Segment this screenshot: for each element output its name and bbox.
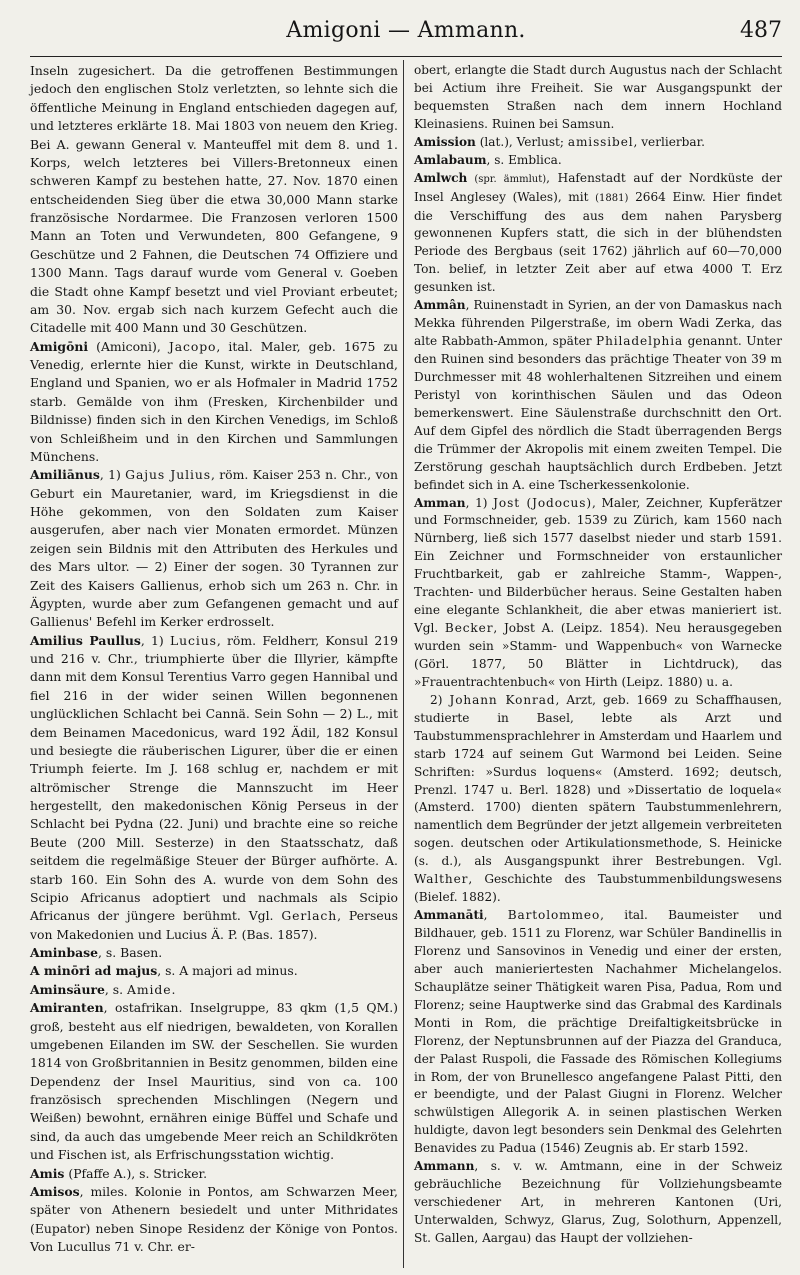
entry-text: 2664 Einw. Hier findet die Verschiffung des aus dem nahen Parysberg gewonnenen Kupfers statt, die sich in der blühendsten Periode des Bergbaus (seit 1762) jährlich auf 60—70,000 Ton. belief, in letzter Zeit aber auf etwa 4000 T. Erz gesunken ist. <box>414 189 782 295</box>
person-name: Lucius <box>169 632 217 648</box>
headword: A minōri ad majus <box>30 963 158 979</box>
entry-amilius-paullus <box>30 632 398 944</box>
entry-amisos <box>30 1183 398 1257</box>
entry-amman-ruins <box>414 297 782 494</box>
pronunciation: (spr. ämmlut) <box>467 173 547 185</box>
header-rule <box>30 56 782 57</box>
person-name: Jacopo <box>168 338 217 354</box>
entry-text: , Geschichte des Taubstummenbildungswesens (Bielef. 1882). <box>414 872 782 905</box>
entry-text: , Hafenstadt auf der Nordküste der Insel Anglesey (Wales), mit <box>414 170 783 204</box>
entry-text: , 1) <box>140 632 170 648</box>
page-header <box>30 18 782 52</box>
person-name: Bartolommeo <box>507 908 601 923</box>
entry-text: , s. Emblica. <box>486 152 562 167</box>
cross-reference: Amide <box>127 981 172 997</box>
running-title: Amigoni — Ammann. <box>286 18 526 43</box>
entry-text: , röm. Feldherr, Konsul 219 und 216 v. Chr., triumphierte über die Illyrier, kämpfte dann mit dem Konsul Terentius Varro gegen Hannibal und fiel 216 in der wider seinen Willen begonnenen unglücklichen Schlacht bei Cannä. Sein Sohn — 2) L., mit dem Beinamen Macedonicus, ward 192 Ädil, 182 Konsul und besiegte die räuberischen Ligurer, über die er einen Triumph feierte. Im J. 168 schlug er, nachdem er mit altrömischer Strenge die Mannszucht im Heer hergestellt, den makedonischen König Perseus in der Schlacht bei Pydna (22. Juni) und brachte eine so reiche Beute (200 Mill. Sesterze) in den Staatsschatz, daß seitdem die regelmäßige Steuer der Bürger aufhörte. A. starb 160. Ein Sohn des A. wurde von dem Sohn des Scipio Africanus adoptiert und nachmals als Scipio Africanus der jüngere berühmt. Vgl. <box>30 632 398 924</box>
headword: Amiliānus <box>30 467 100 483</box>
entry-text: , s. Basen. <box>98 945 163 960</box>
person-name: Jost (Jodocus) <box>493 495 592 510</box>
entry-continuation: obert, erlangte die Stadt durch Augustus nach der Schlacht bei Actium ihre Freiheit. Sie war Ausgangspunkt der bequemsten Straßen nach dem innern Hochland Kleinasiens. Ruinen bei Samsun. <box>414 63 782 131</box>
entry-text: (lat.), Verlust; <box>475 134 568 149</box>
entry-amlabaum <box>414 152 782 170</box>
entry-amigoni <box>30 338 398 467</box>
headword: Ammanāti <box>414 908 484 923</box>
headword: Aminsäure <box>30 981 105 997</box>
entry-text: (Amiconi), <box>88 338 169 354</box>
entry-amiranten <box>30 999 398 1164</box>
entry-continuation: Inseln zugesichert. Da die getroffenen Bestimmungen jedoch den englischen Stolz verletzten, so lehnte sich die öffentliche Meinung in England entschieden dagegen auf, und letzteres erklärte 18. Mai 1803 von neuem den Krieg. Bei A. gewann General v. Manteuffel mit dem 8. und 1. Korps, welch letzteres bei Villers-Bretonneux einen schweren Kampf zu bestehen hatte, 27. Nov. 1870 einen entscheidenden Sieg über die etwa 30,000 Mann starke französische Nordarmee. Die Franzosen verloren 1500 Mann an Toten und Verwundeten, 800 Gefangene, 9 Geschütze und 2 Fahnen, die Deutschen 74 Offiziere und 1300 Mann. Tags darauf wurde vom General v. Goeben die Stadt ohne Kampf besetzt und viel Proviant erbeutet; am 30. Nov. ergab sich nach kurzem Gefecht auch die Citadelle mit 400 Mann und 30 Geschützen. <box>30 63 398 336</box>
entry-text: , Arzt, geb. 1669 zu Schaffhausen, studierte in Basel, lebte als Arzt und Taubstummensprachlehrer in Amsterdam und Haarlem und starb 1724 auf seinem Gut Warmond bei Leiden. Seine Schriften: »Surdus loquens« (Amsterd. 1692; deutsch, Prenzl. 1747 u. Berl. 1828) und »Dissertatio de loquela« (Amsterd. 1700) dienten spätern Taubstummenlehrern, namentlich dem Begründer der jetzt allgemein verbreiteten sogen. deutschen oder Artikulationsmethode, S. Heinicke (s. d.), als Ausgangspunkt ihrer Bestrebungen. Vgl. <box>414 692 783 869</box>
census-year: (1881) <box>595 192 629 204</box>
right-column <box>414 62 782 1248</box>
entry-text: , 1) <box>99 467 126 483</box>
entry-text: , s. <box>104 981 127 997</box>
page-number: 487 <box>740 18 782 43</box>
entry-text: , Maler, Zeichner, Kupferätzer und Formschneider, geb. 1539 zu Zürich, kam 1560 nach Nürnberg, ließ sich 1577 daselbst nieder und starb 1591. Ein Zeichner und Formschneider von erstaunlicher Fruchtbarkeit, gab er zahlreiche Stamm-, Wappen-, Trachten- und Bilderbücher heraus. Seine Gestalten haben eine elegante Schlankheit, die aber etwas manieriert ist. Vgl. <box>414 495 783 636</box>
headword: Amlwch <box>414 170 468 185</box>
entry-text: , ital. Baumeister und Bildhauer, geb. 1511 zu Florenz, war Schüler Bandinellis in Florenz und Sansovinos in Venedig und einer der ersten, aber auch manieriertesten Nachahmer Michelangelos. Schauplätze seiner Thätigkeit waren Pisa, Padua, Rom und Florenz; seine Hauptwerke sind das Grabmal des Kardinals Monti in Rom, die prächtige Dreifaltigkeitsbrücke in Florenz, der Neptunsbrunnen auf der Piazza del Granduca, der Palast Ruspoli, die Fassade des Römischen Kollegiums in Rom, der von Brunellesco angefangene Palast Pitti, den er beendigte, und der Palast Giugni in Florenz. Welcher schwülstigen Allegorik A. in seinen plastischen Werken huldigte, davon legt besonders sein Denkmal des Gelehrten Benavides zu Padua (1546) Zeugnis ab. Er starb 1592. <box>414 908 782 1156</box>
headword: Amman <box>414 495 466 510</box>
reference-author: Becker <box>444 621 494 636</box>
entry-amman-jost <box>414 495 782 692</box>
entry-ammanati <box>414 907 782 1158</box>
entry-amission <box>414 134 782 152</box>
derived-term: amissibel <box>567 134 634 149</box>
headword: Amis <box>30 1165 65 1181</box>
reference-author: Gerlach <box>281 908 338 924</box>
entry-text: , Perseus von Makedonien und Lucius Ä. P. (Bas. 1857). <box>30 908 398 942</box>
place-name: Philadelphia <box>596 334 684 349</box>
headword: Amission <box>414 134 476 149</box>
entry-text: , ostafrikan. Inselgruppe, 83 qkm (1,5 QM.) groß, besteht aus elf niedrigen, bewaldeten, von Korallen umgebenen Eilanden im SW. der Seschellen. Sie wurden 1814 von Großbritannien in Besitz genommen, bilden eine Dependenz der Insel Mauritius, sind von ca. 100 französisch sprechenden Mischlingen (Negern und Weißen) bewohnt, ernähren einige Büffel und Schafe und sind, da auch das umgebende Meer reich an Schildkröten und Fischen ist, als Erfrischungsstation wichtig. <box>30 1000 398 1163</box>
headword: Ammân <box>414 298 466 313</box>
entry-amis <box>30 1165 398 1183</box>
person-name: Gajus Julius <box>125 467 211 483</box>
entry-text: genannt. Unter den Ruinen sind besonders das prächtige Theater von 39 m Durchmesser mit 48 wohlerhaltenen Sitzreihen und einem Peristyl von korinthischen Säulen und das Odeon bemerkenswert. Eine Säulenstraße durchschnitt den Ort. Auf dem Gipfel des nördlich die Stadt überragenden Bergs die Trümmer der Akropolis mit einem zweiten Tempel. Die Zerstörung geschah hauptsächlich durch Erdbeben. Jetzt befindet sich in A. eine Tscherkessenkolonie. <box>414 334 782 492</box>
entry-ammann-swiss <box>414 1158 782 1248</box>
entry-text: 2) <box>430 692 450 707</box>
headword: Amilius Paullus <box>30 632 141 648</box>
left-column <box>30 62 398 1256</box>
entry-amlwch <box>414 170 782 298</box>
headword: Amigōni <box>30 338 89 354</box>
entry-text: (Pfaffe A.), s. Stricker. <box>64 1165 208 1181</box>
entry-text: , 1) <box>465 495 494 510</box>
headword: Aminbase <box>30 945 98 960</box>
entry-text: , röm. Kaiser 253 n. Chr., von Geburt ein Mauretanier, ward, im Kriegsdienst in die Höhe gekommen, von den Soldaten zum Kaiser ausgerufen, aber nach vier Monaten ermordet. Münzen zeigen sein Bildnis mit den Attributen des Herkules und des Mars ultor. — 2) Einer der sogen. 30 Tyrannen zur Zeit des Kaisers Gallienus, erhob sich um 263 n. Chr. in Ägypten, wurde aber zum Gefangenen gemacht und auf Gallienus' Befehl im Kerker erdrosselt. <box>30 467 398 630</box>
entry-text: . <box>171 981 176 997</box>
entry-text: , Ruinenstadt in Syrien, an der von Damaskus nach Mekka führenden Pilgerstraße, im obern Wadi Zerka, das alte Rabbath-Ammon, später <box>414 298 782 349</box>
entry-text: , verlierbar. <box>633 134 705 149</box>
entry-amilianus <box>30 466 398 631</box>
entry-text: , s. A majori ad minus. <box>157 963 298 979</box>
reference-author: Walther <box>414 872 469 887</box>
entry-aminbase <box>30 944 398 962</box>
headword: Amlabaum <box>414 152 487 167</box>
headword: Ammann <box>414 1159 475 1174</box>
column-divider <box>403 60 404 1268</box>
entry-a-minori <box>30 962 398 980</box>
entry-text: , <box>483 908 508 923</box>
entry-text: , s. v. w. Amtmann, eine in der Schweiz gebräuchliche Bezeichnung für Vollziehungsbeamte verschiedener Art, in mehreren Kantonen (Uri, Unterwalden, Schwyz, Glarus, Zug, Solothurn, Appenzell, St. Gallen, Aargau) das Haupt der vollziehen- <box>414 1159 782 1245</box>
person-name: Johann Konrad <box>449 692 556 707</box>
entry-text: , Jobst A. (Leipz. 1854). Neu herausgegeben wurden sein »Stamm- und Wappenbuch« von Warnecke (Görl. 1877, 50 Blätter in Lichtdruck), das »Frauentrachtenbuch« von Hirth (Leipz. 1880) u. a. <box>414 621 782 689</box>
entry-amman-johann-konrad <box>414 692 782 907</box>
entry-aminsaure <box>30 981 398 999</box>
headword: Amiranten <box>30 1000 104 1016</box>
entry-text: , miles. Kolonie in Pontos, am Schwarzen Meer, später von Athenern besiedelt und unter Mithridates (Eupator) neben Sinope Residenz der Könige von Pontos. Von Lucullus 71 v. Chr. er- <box>30 1183 398 1254</box>
entry-text: , ital. Maler, geb. 1675 zu Venedig, erlernte hier die Kunst, wirkte in Deutschland, England und Spanien, wo er als Hofmaler in Madrid 1752 starb. Gemälde von ihm (Fresken, Kirchenbilder und Bildnisse) finden sich in den Kirchen Venedigs, im Schloß von Schleißheim und in den Kirchen und Sammlungen Münchens. <box>30 338 398 464</box>
headword: Amisos <box>30 1183 80 1199</box>
